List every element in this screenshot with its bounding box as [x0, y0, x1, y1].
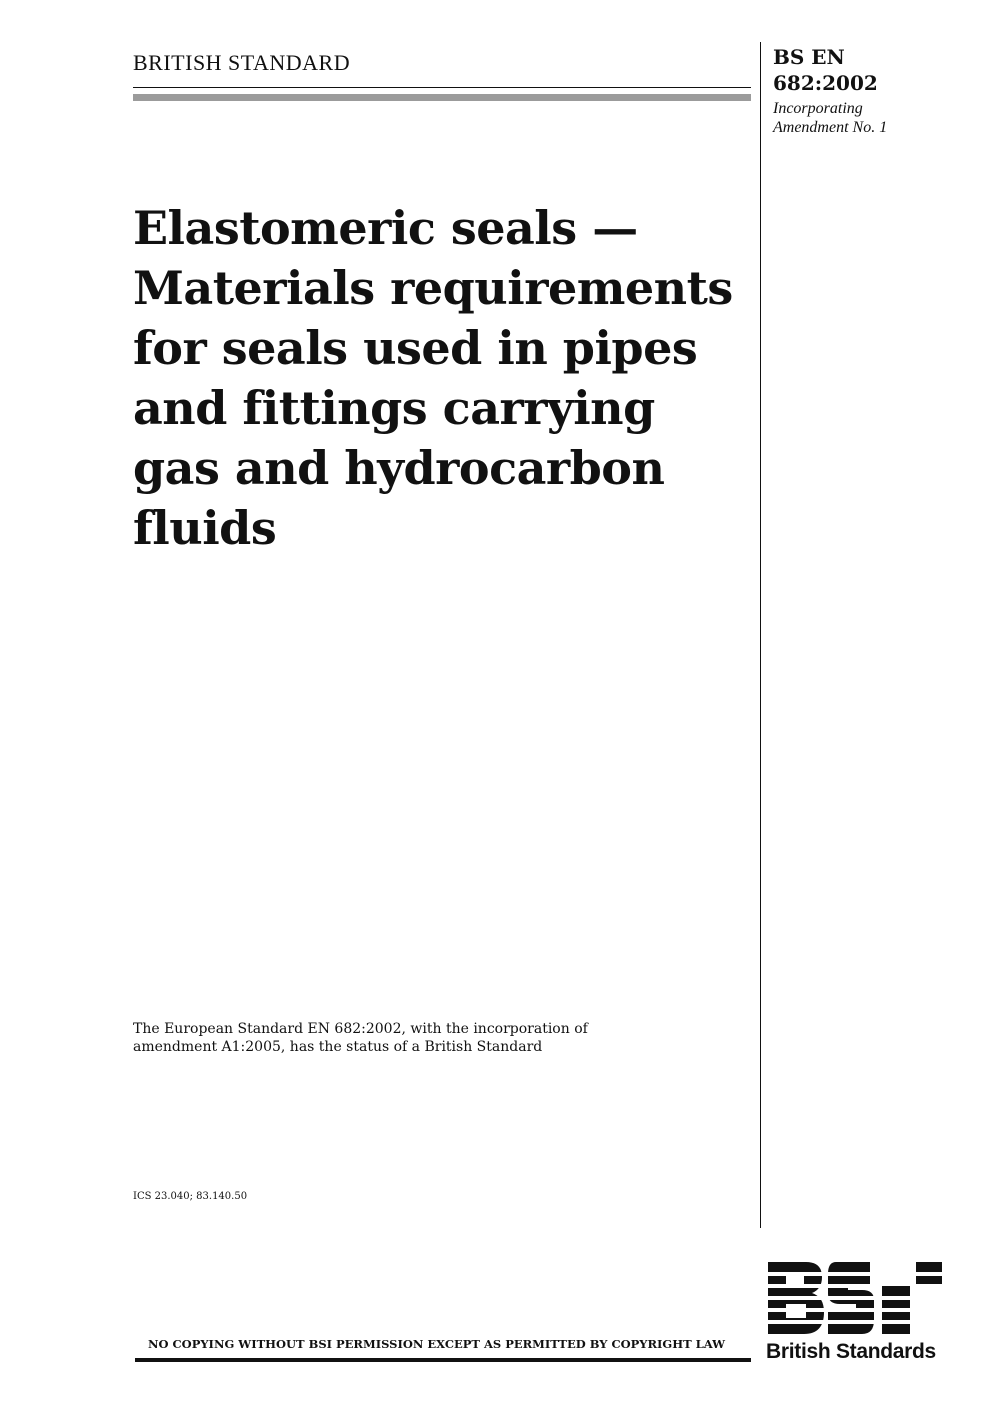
status-line2: amendment A1:2005, has the status of a British Standard: [133, 1039, 543, 1055]
footer-rule: [135, 1358, 751, 1362]
header-rule-thin: [133, 87, 751, 88]
title-line: Materials requirements: [133, 261, 733, 315]
standard-number-line2: 682:2002: [773, 71, 878, 95]
copyright-notice: NO COPYING WITHOUT BSI PERMISSION EXCEPT AS PERMITTED BY COPYRIGHT LAW: [148, 1337, 726, 1351]
status-statement: [133, 1020, 733, 1056]
status-line1: The European Standard EN 682:2002, with the incorporation of: [133, 1021, 588, 1037]
title-line: fluids: [133, 501, 277, 555]
document-title: [133, 198, 748, 558]
standard-number-line1: BS EN: [773, 45, 845, 69]
title-line: Elastomeric seals —: [133, 201, 638, 255]
header-label: BRITISH STANDARD: [133, 50, 351, 75]
title-line: and fittings carrying: [133, 381, 655, 435]
amendment-note: [773, 99, 887, 137]
amendment-line1: Incorporating: [773, 100, 863, 117]
ics-code: ICS 23.040; 83.140.50: [133, 1191, 248, 1202]
bsi-logo-mark: [766, 1260, 946, 1336]
bsi-logo: [766, 1260, 946, 1372]
standard-number: [773, 44, 878, 96]
margin-divider: [760, 42, 761, 1228]
amendment-line2: Amendment No. 1: [773, 119, 888, 136]
title-line: for seals used in pipes: [133, 321, 698, 375]
header-rule-thick: [133, 94, 751, 101]
bsi-logo-caption: British Standards: [766, 1340, 936, 1363]
title-line: gas and hydrocarbon: [133, 441, 665, 495]
